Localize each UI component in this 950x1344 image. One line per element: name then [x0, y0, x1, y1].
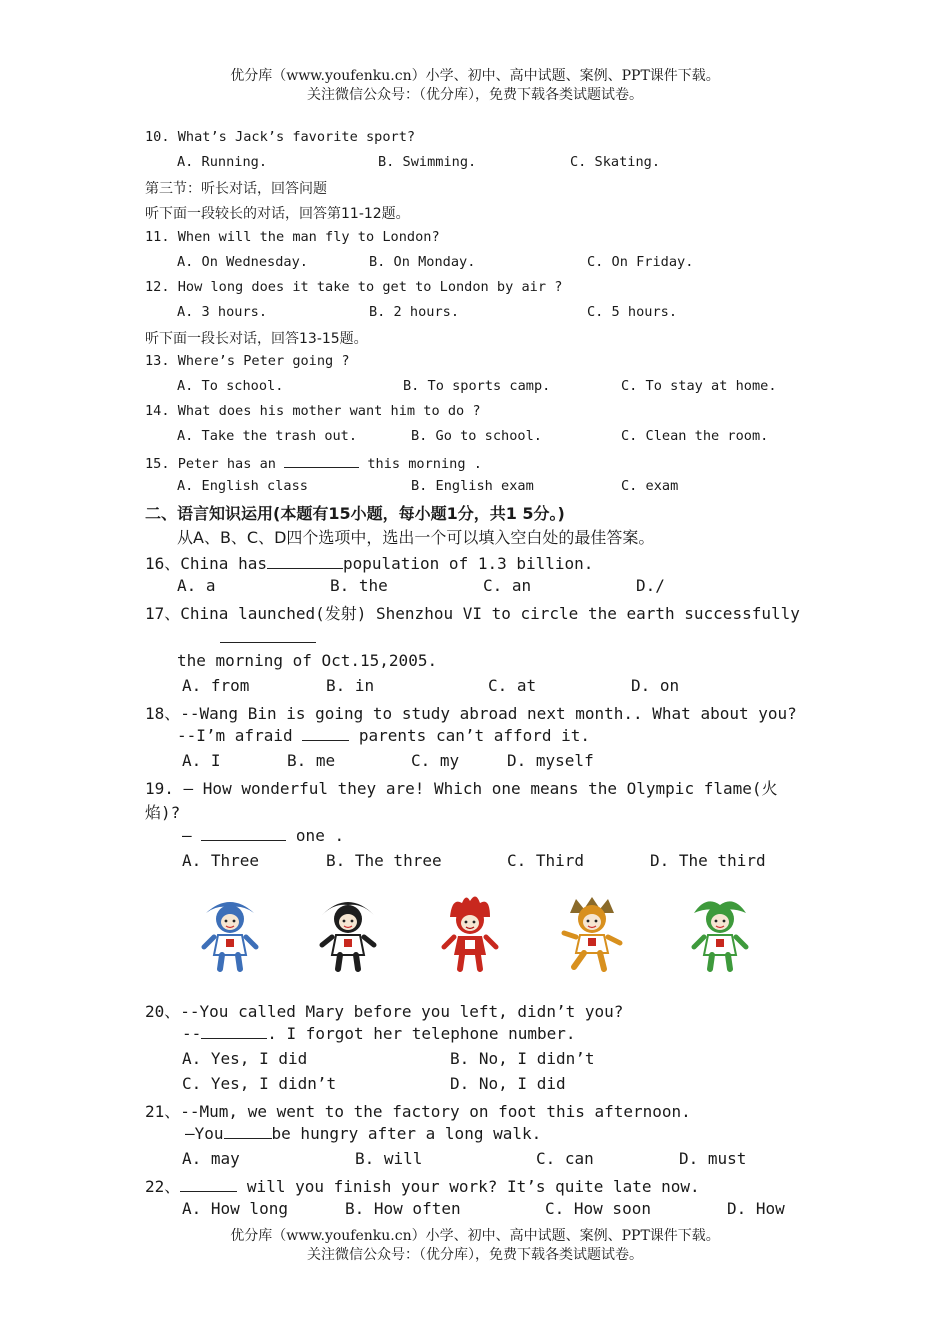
- q15-option-b: B. English exam: [411, 478, 534, 494]
- q19-option-c: C. Third: [507, 851, 585, 870]
- q11-option-b: B. On Monday.: [369, 254, 476, 270]
- q14-option-b: B. Go to school.: [411, 428, 542, 444]
- q21-line-2-post: be hungry after a long walk.: [271, 1124, 542, 1143]
- q21-option-a: A. may: [182, 1149, 240, 1168]
- header-line-1: 优分库（www.youfenku.cn）小学、初中、高中试题、案例、PPT课件下载。: [230, 68, 720, 84]
- q22-blank: [180, 1177, 237, 1192]
- q17-option-a: A. from: [182, 676, 250, 695]
- q16-option-b: B. the: [330, 576, 388, 595]
- q15-option-a: A. English class: [177, 478, 308, 494]
- q21-blank: [224, 1124, 272, 1139]
- q14-stem: 14. What does his mother want him to do ?: [145, 403, 481, 419]
- q19-option-d: D. The third: [650, 851, 766, 870]
- q15-option-c: C. exam: [621, 478, 679, 494]
- q13-stem: 13. Where’s Peter going ?: [145, 353, 350, 369]
- q20-line-1: 20、--You called Mary before you left, didn’t you?: [145, 1002, 624, 1021]
- q11-option-a: A. On Wednesday.: [177, 254, 308, 270]
- mascot-beibei: [196, 893, 264, 973]
- q17-option-d: D. on: [631, 676, 680, 695]
- q16-stem: [145, 551, 593, 574]
- q21-option-d: D. must: [679, 1149, 747, 1168]
- q19-option-a: A. Three: [182, 851, 260, 870]
- q22-option-d: D. How: [727, 1199, 785, 1218]
- q19-line-2: [182, 826, 344, 845]
- q18-option-d: D. myself: [507, 751, 594, 770]
- q19-line-2-pre: —: [182, 826, 192, 845]
- q10-option-a: A. Running.: [177, 154, 268, 170]
- q18-blank: [302, 726, 349, 741]
- section3-title: 第三节：听长对话，回答问题: [145, 181, 327, 197]
- mascot-jingjing: [314, 893, 382, 973]
- q17-line-2: the morning of Oct.15,2005.: [177, 651, 438, 670]
- q18-line-1: 18、--Wang Bin is going to study abroad next month.. What about you?: [145, 704, 797, 723]
- q17-option-b: B. in: [326, 676, 375, 695]
- q20-option-b: B. No, I didn’t: [450, 1049, 595, 1068]
- q16-stem-pre: 16、China has: [145, 554, 267, 573]
- q20-option-a: A. Yes, I did: [182, 1049, 308, 1068]
- q22-stem-post: will you finish your work? It’s quite late now.: [246, 1177, 700, 1196]
- q16-stem-post: population of 1.3 billion.: [342, 554, 594, 573]
- q13-option-c: C. To stay at home.: [621, 378, 777, 394]
- q10-option-b: B. Swimming.: [378, 154, 477, 170]
- q16-option-a: A. a: [177, 576, 216, 595]
- q16-blank: [267, 554, 343, 569]
- footer-line-2: 关注微信公众号：（优分库），免费下载各类试题试卷。: [307, 1247, 643, 1263]
- q18-option-b: B. me: [287, 751, 336, 770]
- q22-option-b: B. How often: [345, 1199, 461, 1218]
- mascot-yingying: [558, 893, 626, 973]
- q15-stem-post: this morning .: [367, 456, 482, 472]
- q16-option-d: D./: [636, 576, 665, 595]
- q18-line-2: [177, 726, 590, 745]
- q13-option-b: B. To sports camp.: [403, 378, 551, 394]
- part2-title: 二、语言知识运用(本题有15小题，每小题1分，共1 5分。): [145, 504, 565, 523]
- q19-blank: [201, 826, 286, 841]
- q12-option-a: A. 3 hours.: [177, 304, 268, 320]
- q17-line-1: 17、China launched(发射) Shenzhou VI to circle the earth successfully: [145, 604, 800, 623]
- q19-line-1: 19. — How wonderful they are! Which one means the Olympic flame(火: [145, 779, 778, 798]
- instruction-13-15: 听下面一段长对话，回答13-15题。: [145, 331, 368, 347]
- q15-stem: [145, 453, 482, 472]
- q12-option-b: B. 2 hours.: [369, 304, 460, 320]
- q11-stem: 11. When will the man fly to London?: [145, 229, 440, 245]
- footer-line-1: 优分库（www.youfenku.cn）小学、初中、高中试题、案例、PPT课件下载。: [230, 1228, 720, 1244]
- q15-stem-pre: 15. Peter has an: [145, 456, 276, 472]
- q18-option-c: C. my: [411, 751, 460, 770]
- q19-line-1b: 焰)?: [145, 803, 181, 822]
- q20-blank: [201, 1024, 267, 1039]
- q22-option-c: C. How soon: [545, 1199, 651, 1218]
- q10-stem: 10. What’s Jack’s favorite sport?: [145, 129, 416, 145]
- q10-option-c: C. Skating.: [570, 154, 661, 170]
- q17-blank: [220, 628, 316, 643]
- q20-option-c: C. Yes, I didn’t: [182, 1074, 337, 1093]
- q14-option-c: C. Clean the room.: [621, 428, 769, 444]
- q22-option-a: A. How long: [182, 1199, 288, 1218]
- q20-line-2: [182, 1024, 576, 1043]
- q12-option-c: C. 5 hours.: [587, 304, 678, 320]
- q21-line-2-pre: –You: [185, 1124, 224, 1143]
- q15-blank: [284, 453, 359, 468]
- q21-line-1: 21、--Mum, we went to the factory on foot this afternoon.: [145, 1102, 691, 1121]
- q18-line-2-post: parents can’t afford it.: [358, 726, 591, 745]
- q20-option-d: D. No, I did: [450, 1074, 566, 1093]
- q18-line-2-pre: --I’m afraid: [177, 726, 293, 745]
- q16-option-c: C. an: [483, 576, 532, 595]
- q21-option-c: C. can: [536, 1149, 594, 1168]
- q20-line-2-post: . I forgot her telephone number.: [267, 1024, 576, 1043]
- section3-instruction: 听下面一段较长的对话，回答第11-12题。: [145, 206, 410, 222]
- q22-stem: [145, 1174, 700, 1197]
- q19-line-2-post: one .: [295, 826, 345, 845]
- q20-line-2-pre: --: [182, 1024, 202, 1043]
- q12-stem: 12. How long does it take to get to London by air ?: [145, 279, 563, 295]
- q17-option-c: C. at: [488, 676, 537, 695]
- part2-instruction: 从A、B、C、D四个选项中，选出一个可以填入空白处的最佳答案。: [177, 528, 655, 547]
- q21-option-b: B. will: [355, 1149, 423, 1168]
- header-line-2: 关注微信公众号：（优分库），免费下载各类试题试卷。: [307, 87, 643, 103]
- q13-option-a: A. To school.: [177, 378, 284, 394]
- q21-line-2: [185, 1124, 541, 1143]
- q14-option-a: A. Take the trash out.: [177, 428, 358, 444]
- q22-stem-pre: 22、: [145, 1177, 181, 1196]
- q18-option-a: A. I: [182, 751, 221, 770]
- mascot-huanhuan: [436, 893, 504, 973]
- q19-option-b: B. The three: [326, 851, 442, 870]
- mascot-nini: [686, 893, 754, 973]
- q11-option-c: C. On Friday.: [587, 254, 694, 270]
